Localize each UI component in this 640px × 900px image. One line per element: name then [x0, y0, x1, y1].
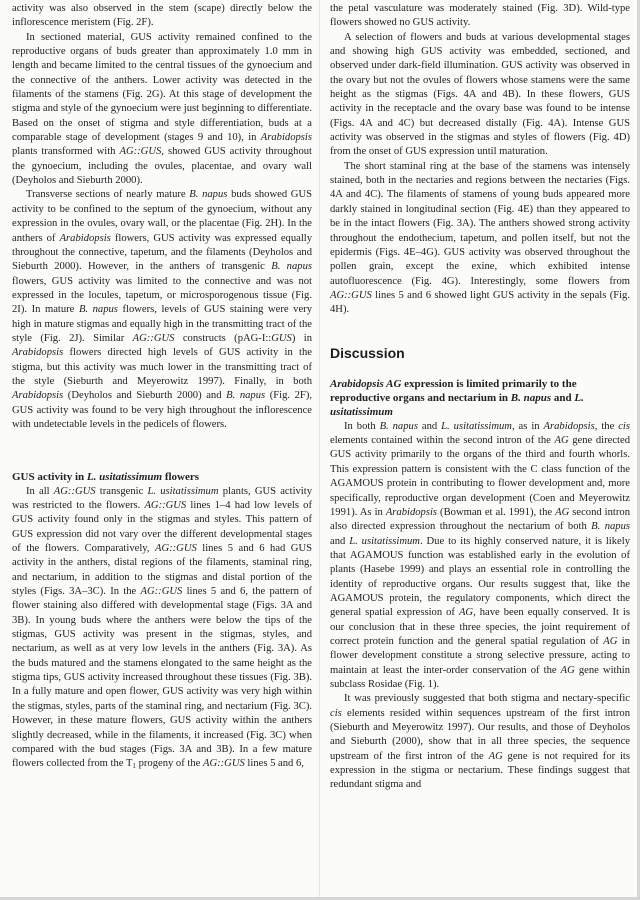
text: GUS activity in — [12, 471, 87, 484]
construct-name: AG::GUS — [53, 485, 96, 497]
construct-name: AG::GUS — [132, 332, 175, 344]
text: buds showed GUS activity to be confined to the septum of the gynoecium, without any expression in the ovules, ovary wall, or the placentae (Fig. 2H). In the anthers of — [12, 189, 312, 244]
left-column — [12, 2, 312, 774]
text: gene is not required for its expression in the stigma or nectarium. These findings suggest that redundant stigma and — [330, 750, 630, 791]
text: , have been equally conserved. It is our conclusion that in these three species, the joint requirement of correct protein function and the general spatial regulation of — [330, 607, 630, 647]
column-divider — [319, 0, 320, 900]
right-column — [330, 2, 630, 793]
text: flowers, levels of GUS staining were very high in mature stigmas and equally high in the transmitting tract of the style (Fig. 2J). Similar — [12, 304, 312, 344]
species-name: Arabidopsis — [385, 506, 438, 518]
gene-name: Arabidopsis AG — [330, 377, 402, 390]
gene-name: AG — [603, 635, 618, 647]
text: flowers directed high levels of GUS activity in the stigma, but this activity was much lower in the transmitting tract of the style (Sieburth and Meyerowitz 1997). Finally, in both — [12, 347, 312, 387]
text: flowers, GUS activity was limited to the connective and was not expressed in the locules, tapetum, or microsporogenous tissue (Fig. 2I). In mature — [12, 275, 312, 316]
gene-name: AG — [488, 750, 503, 762]
paragraph-cis-elements — [330, 420, 630, 693]
text: in flower development constitute a strong selective pressure, acting to maintain at least the inter-order conservation of the — [330, 635, 631, 676]
text: It was previously suggested that both stigma and nectary-specific — [344, 693, 630, 705]
paragraph-dark-field — [330, 31, 630, 160]
species-name: L. usitatissimum — [349, 535, 420, 547]
paragraph-staminal-ring — [330, 160, 630, 318]
text: . Due to its highly conserved nature, it is likely that AGAMOUS function was established early in the evolution of plants (Hasebe 1999) and plays an essential role in controlling the identity of reproductive organs. Our results suggest that, like the AGAMOUS protein, the regulatory components, which direct the general spatial expression of — [330, 535, 630, 619]
text: , showed GUS activity throughout the gynoecium, including the ovules, placentae, and ovary wall (Deyholos and Sieburth 2000). — [12, 146, 312, 187]
text: plants transformed with — [12, 146, 120, 158]
text: Transverse sections of nearly mature — [26, 189, 190, 201]
text: gene directed GUS activity primarily to the organs of the third and fourth whorls. This expression pattern is consistent with the C class function of the AGAMOUS protein in contributing to flower development and, more specifically, reproductive organ development (Coen and Meyerowitz 1991). As in — [330, 435, 630, 518]
text: the petal vasculature was moderately stained (Fig. 3D). Wild-type flowers showed no GUS activity. — [330, 3, 630, 29]
construct-name: AG::GUS — [119, 146, 162, 158]
text: A selection of flowers and buds at various developmental stages and showing high GUS activity was embedded, sectioned, and observed under dark-field illumination. GUS activity was observed in the ovary but not the ovules of flowers whose stamens were the same height as the stigmas (Figs. 4A and 4B). In these flowers, GUS activity in the receptacle and the ovary base was found to be intense (Figs. 4A and 4C) but decreased distally (Fig. 4A). Intense GUS activity was observed in the stigmas and styles of flowers (Fig. 4D) from the onset of GUS expression until maturation. — [330, 31, 630, 158]
paragraph-continuation — [12, 2, 312, 31]
text: lines 5 and 6, — [244, 758, 304, 770]
text: second intron also directed expression throughout the nectarium of both — [330, 506, 630, 533]
construct-name: AG::GUS — [203, 758, 245, 770]
text: elements contained within the second intron of the — [330, 435, 555, 447]
species-name: B. napus — [226, 390, 266, 402]
paragraph-continuation — [330, 2, 630, 31]
construct-name: AG::GUS — [330, 289, 372, 301]
species-name: B. napus — [510, 391, 552, 404]
species-name: B. napus — [189, 189, 228, 201]
paragraph-sectioned-material — [12, 31, 312, 189]
text: constructs (pAG-I:: — [174, 332, 272, 344]
paragraph-flax-flowers — [12, 485, 312, 774]
text: The short staminal ring at the base of the stamens was intensely stained, both in the nectaries and regions between the nectaries (Figs. 4A and 4C). The filaments of stamens of young buds appeared more darkly stained in longitudinal section (Fig. 4E) than they appeared to be in the intact flowers (Fig. 3A). The anthers showed strong activity throughout the endothecium, tapetum, and pollen itself, but not the epidermis (Figs. 4E–4G). GUS activity was observed throughout the pollen grain, except the exine, which exhibited intense autofluorescence (Fig. 4G). Interestingly, some flowers from — [330, 160, 630, 287]
gene-name: AG — [554, 435, 569, 447]
species-name: L. usitatissimum — [147, 485, 219, 497]
text: lines 5 and 6 had GUS activity in the anthers, distal regions of the filaments, staminal ring, and nectarium, in addition to the stigmas and distal portion of the styles (Figs. 3A–3C). In the — [12, 543, 312, 598]
text: expression is limited primarily to the reproductive organs and nectarium in — [330, 377, 577, 404]
text: , as in — [511, 420, 544, 432]
text: elements resided within sequences upstream of the first intron (Sieburth and Meyerowitz 1997). Our results, and those of Deyholos and Sieburth (2000), show that in all three species, the sequence upstream of the first intron of the — [330, 707, 630, 762]
construct-name: GUS — [271, 332, 292, 344]
species-name: L. usitatissimum — [441, 420, 512, 432]
text: lines 5 and 6 showed light GUS activity in the sepals (Fig. 4H). — [330, 289, 630, 316]
gene-name: AG — [458, 607, 474, 619]
species-name: B. napus — [78, 304, 118, 316]
text: progeny of the — [135, 758, 203, 770]
text: and — [330, 535, 350, 547]
text: and — [417, 420, 442, 432]
section-title-discussion: Discussion — [330, 344, 405, 361]
subheading-ag-expression — [330, 377, 630, 420]
species-name: B. napus — [271, 261, 312, 273]
species-name: B. napus — [379, 420, 418, 432]
species-name: Arabidopsis — [543, 420, 595, 432]
construct-name: AG::GUS — [144, 500, 187, 511]
subscript: 1 — [132, 762, 136, 771]
construct-name: AG::GUS — [155, 543, 197, 555]
text: flowers — [162, 471, 200, 484]
species-name: Arabidopsis — [12, 347, 64, 359]
paragraph-previously-suggested — [330, 692, 630, 792]
subheading-gus-activity-flax — [12, 470, 312, 484]
text: (Fig. 2F), GUS activity was found to be very high throughout the inflorescence with undetectable levels in the pedicels of flowers. — [12, 390, 312, 430]
species-name: Arabidopsis — [59, 232, 111, 244]
species-name: B. napus — [591, 521, 631, 533]
species-name: Arabidopsis — [12, 390, 64, 402]
text: plants, GUS activity was restricted to the flowers. — [12, 485, 312, 511]
species-name: L. usitatissimum — [86, 471, 163, 484]
text: and — [551, 391, 575, 404]
text: activity was also observed in the stem (scape) directly below the inflorescence meristem (Fig. 2F). — [12, 3, 312, 29]
paragraph-transverse-sections — [12, 188, 312, 432]
species-name: L. usitatissimum — [330, 391, 584, 419]
text: lines 5 and 6, the pattern of flower staining also differed with developmental stage (Figs. 3A and 3B). In young buds where the anthers were below the tips of the stigmas, GUS activity was present in the stigmas, styles, and nectarium, as well as at very low levels in the anthers (Fig. 3A). As the buds matured and the stamens elongated to the same height as the stigma tips, GUS activity increased throughout these tissues (Fig. 3B). In a fully mature and open flower, GUS activity was very high within the stigmas, styles, parts of the staminal ring, and nectarium (Fig. 3C). However, in these mature flowers, GUS activity within the anthers slightly decreased, while in the filaments, it increased (Fig. 3C) when compared with the bud stages (Figs. 3A and 3B). In a few mature flowers collected from the T — [12, 586, 313, 770]
term: cis — [618, 420, 631, 432]
text: gene within subclass Rosidae (Fig. 1). — [330, 664, 631, 690]
gene-name: AG — [555, 506, 570, 518]
text: In sectioned material, GUS activity remained confined to the reproductive organs of buds greater than approximately 1.0 mm in length and became limited to the central tissues of the gynoecium and the connective of the anthers. Lower activity was detected in the filaments of the stamens (Fig. 2G). At this stage of development the stigma and style of the gynoecium were just beginning to differentiate. Based on the onset of stigma and style differentiation, buds at a comparable stage of development (stages 9 and 10), in — [12, 31, 312, 144]
species-name: Arabidopsis — [260, 132, 312, 144]
term: cis — [330, 707, 342, 719]
text: ) in — [291, 332, 312, 344]
text: transgenic — [95, 485, 148, 497]
text: lines 1–4 had low levels of GUS activity found only in the stigmas and styles. This pattern of GUS expression did not vary over the different developmental stages of the flowers. Comparatively, — [12, 500, 313, 555]
text: In all — [26, 485, 54, 497]
text: (Bowman et al. 1991), the — [437, 506, 556, 518]
text: , the — [594, 420, 619, 432]
gene-name: AG — [560, 664, 575, 676]
text: flowers, GUS activity was expressed equally throughout the connective, tapetum, and the filaments (Deyholos and Sieburth 2000). However, in the anthers of transgenic — [12, 232, 313, 273]
text: In both — [344, 420, 380, 432]
text: (Deyholos and Sieburth 2000) and — [63, 390, 227, 402]
construct-name: AG::GUS — [140, 586, 183, 598]
